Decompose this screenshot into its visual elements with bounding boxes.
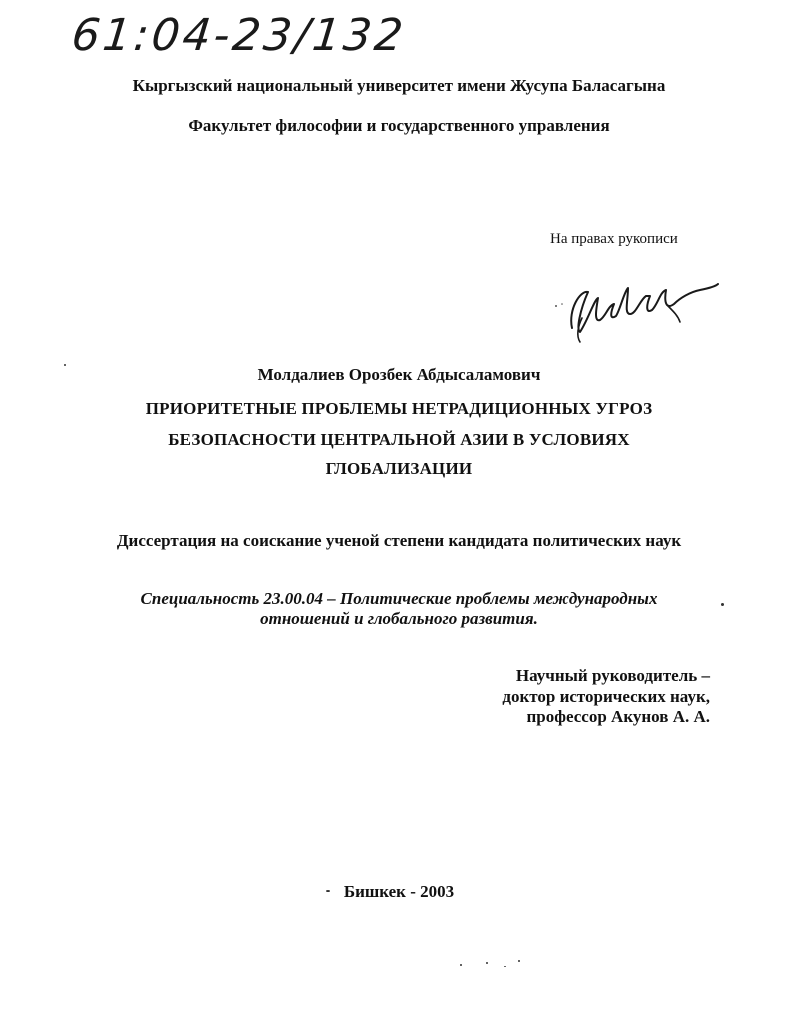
supervisor-name: профессор Акунов А. А. xyxy=(526,707,710,726)
dissertation-title-line-1: ПРИОРИТЕТНЫЕ ПРОБЛЕМЫ НЕТРАДИЦИОННЫХ УГРОЗ xyxy=(145,399,653,418)
degree-statement: Диссертация на соискание ученой степени кандидата политических наук xyxy=(116,531,682,550)
manuscript-note: На правах рукописи xyxy=(550,231,678,247)
specialty-line-1: Специальность 23.00.04 – Политические проблемы международных xyxy=(140,589,658,608)
scan-speck xyxy=(460,964,462,966)
place-and-year: Бишкек - 2003 xyxy=(343,882,455,901)
scan-speck xyxy=(64,364,66,366)
scan-speck xyxy=(486,962,488,964)
university-name: Кыргызский национальный университет имени Жусупа Баласагына xyxy=(132,76,666,95)
specialty-line-2: отношений и глобального развития. xyxy=(260,609,538,628)
signature-icon xyxy=(550,270,720,350)
scan-speck xyxy=(326,890,330,892)
supervisor-degree: доктор исторических наук, xyxy=(502,687,710,706)
dissertation-title-line-2: БЕЗОПАСНОСТИ ЦЕНТРАЛЬНОЙ АЗИИ В УСЛОВИЯХ xyxy=(168,430,630,449)
scan-speck xyxy=(518,960,520,962)
archive-code: 61:04-23/132 xyxy=(69,10,409,61)
supervisor-role: Научный руководитель – xyxy=(515,666,710,685)
scan-speck xyxy=(721,603,724,606)
author-name: Молдалиев Орозбек Абдысаламович xyxy=(257,365,541,384)
scan-speck xyxy=(504,966,506,967)
faculty-name: Факультет философии и государственного управления xyxy=(188,116,610,135)
dissertation-title-line-3: ГЛОБАЛИЗАЦИИ xyxy=(325,459,473,478)
